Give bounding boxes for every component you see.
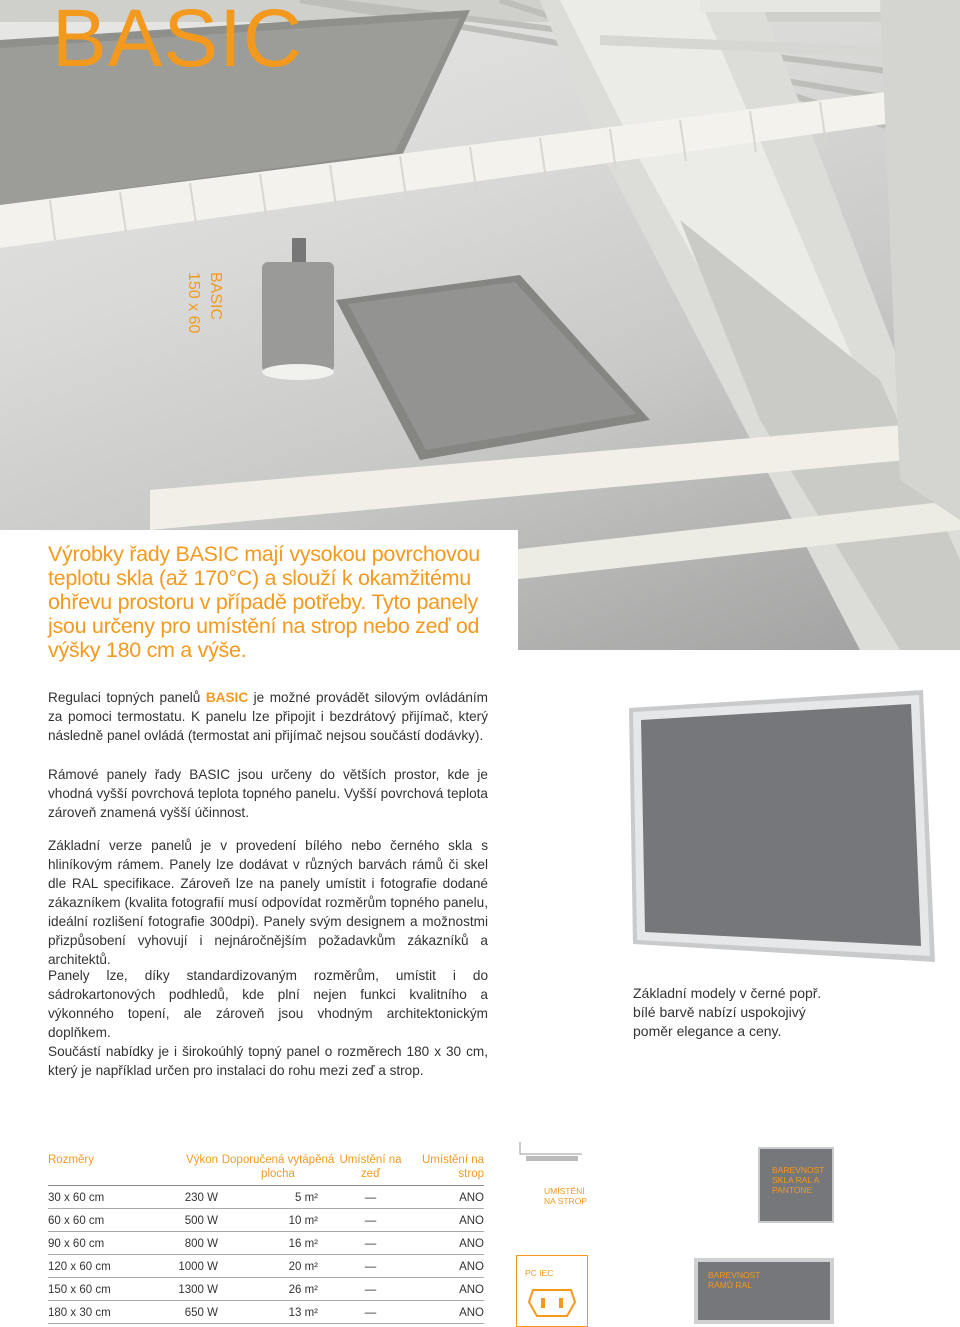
table-row	[48, 1278, 484, 1301]
paragraph-frame-panels: Rámové panely řady BASIC jsou určeny do větších prostor, kde je vhodná vyšší povrchová teplota topného panelu. Vyšší povrchová teplota zároveň znamená vyšší účinnost.	[48, 767, 488, 820]
glass-colour-icon	[758, 1147, 834, 1223]
cell-area: 16 m²	[218, 1232, 338, 1255]
table-row	[48, 1255, 484, 1278]
panel-caption: Základní modely v černé popř. bílé barvě nabízí uspokojivý poměr elegance a ceny.	[633, 985, 822, 1039]
cell-dimensions: 60 x 60 cm	[48, 1209, 143, 1232]
cell-power: 800 W	[143, 1232, 218, 1255]
header-area: Doporučená vytápěná plocha	[218, 1150, 338, 1186]
cell-wall: —	[338, 1186, 403, 1209]
cell-power: 1000 W	[143, 1255, 218, 1278]
cell-ceiling: ANO	[403, 1186, 484, 1209]
header-dimensions: Rozměry	[48, 1150, 143, 1186]
cell-ceiling: ANO	[403, 1232, 484, 1255]
vertical-model-label	[176, 272, 236, 342]
cell-dimensions: 120 x 60 cm	[48, 1255, 143, 1278]
brand-highlight: BASIC	[205, 690, 249, 705]
panel-product-image	[627, 690, 937, 962]
ceiling-mount-label: UMÍSTĚNÍ NA STROP	[544, 1186, 587, 1206]
paragraph-regulation	[48, 688, 488, 745]
plug-icon	[516, 1255, 588, 1327]
cell-wall: —	[338, 1209, 403, 1232]
cell-area: 26 m²	[218, 1278, 338, 1301]
page-title: BASIC	[52, 0, 304, 84]
paragraph-regulation-start: Regulaci topných panelů	[48, 690, 206, 705]
header-ceiling: Umístění na strop	[403, 1150, 484, 1186]
cell-wall: —	[338, 1301, 403, 1324]
cell-power: 650 W	[143, 1301, 218, 1324]
table-row	[48, 1232, 484, 1255]
cell-dimensions: 150 x 60 cm	[48, 1278, 143, 1301]
cell-area: 20 m²	[218, 1255, 338, 1278]
vertical-label-series: BASIC	[207, 272, 224, 321]
table-row	[48, 1186, 484, 1209]
cell-dimensions: 90 x 60 cm	[48, 1232, 143, 1255]
glass-colour-label: BAREVNOST SKLA RAL A PANTONE	[772, 1165, 825, 1195]
vertical-label-size: 150 x 60	[185, 272, 202, 334]
cell-area: 5 m²	[218, 1186, 338, 1209]
header-wall: Umístění na zeď	[338, 1150, 403, 1186]
paragraph-wide-panel: Součástí nabídky je i širokoúhlý topný panel o rozměrech 180 x 30 cm, který je například určen pro instalaci do rohu mezi zeď a strop.	[48, 1044, 488, 1078]
cell-power: 500 W	[143, 1209, 218, 1232]
header-power: Výkon	[143, 1150, 218, 1186]
paragraph-versions: Základní verze panelů je v provedení bílého nebo černého skla s hliníkovým rámem. Panely lze dodávat v různých barvách rámů či skel dle RAL specifikace. Zároveň lze na panely umístit i fotografie dodané zákazníkem (kvalita fotografií musí odpovídat rozměrům topného panelu, ideální rozlišení fotografie 300dpi). Panely svým designem a možnostmi přizpůsobení vyhovují i nejnáročnějším požadavkům zákazníků a architektů.	[48, 838, 488, 967]
table-header-row	[48, 1150, 484, 1186]
spec-table	[48, 1150, 484, 1324]
cell-dimensions: 180 x 30 cm	[48, 1301, 143, 1324]
table-row	[48, 1209, 484, 1232]
frame-colour-icon	[694, 1258, 834, 1324]
cell-wall: —	[338, 1255, 403, 1278]
paragraph-plasterboard: Panely lze, díky standardizovaným rozměrům, umístit i do sádrokartonových podhledů, kde plní nejen funkci kvalitního a výkonného topení, ale zároveň jsou vhodným architektonickým doplňkem.	[48, 968, 488, 1040]
cell-wall: —	[338, 1278, 403, 1301]
cell-ceiling: ANO	[403, 1209, 484, 1232]
cell-area: 10 m²	[218, 1209, 338, 1232]
table-row	[48, 1301, 484, 1324]
plug-label: PC IEC	[525, 1268, 554, 1278]
ceiling-mount-icon	[518, 1140, 587, 1212]
cell-ceiling: ANO	[403, 1278, 484, 1301]
lead-text: Výrobky řady BASIC mají vysokou povrchovou teplotu skla (až 170°C) a slouží k okamžitému ohřevu prostoru v případě potřeby. Tyto panely jsou určeny pro umístění na strop nebo zeď od výšky 180 cm a výše.	[48, 542, 480, 662]
paragraph-regulation-end: je možné provádět silovým ovládáním za pomoci termostatu. K panelu lze připojit i bezdrátový přijímač, který následně panel ovládá (termostat ani přijímač nejsou součástí dodávky).	[48, 690, 488, 743]
cell-wall: —	[338, 1232, 403, 1255]
cell-power: 1300 W	[143, 1278, 218, 1301]
cell-ceiling: ANO	[403, 1301, 484, 1324]
frame-colour-label: BAREVNOST RÁMŮ RAL	[708, 1270, 761, 1290]
cell-dimensions: 30 x 60 cm	[48, 1186, 143, 1209]
cell-power: 230 W	[143, 1186, 218, 1209]
cell-area: 13 m²	[218, 1301, 338, 1324]
cell-ceiling: ANO	[403, 1255, 484, 1278]
